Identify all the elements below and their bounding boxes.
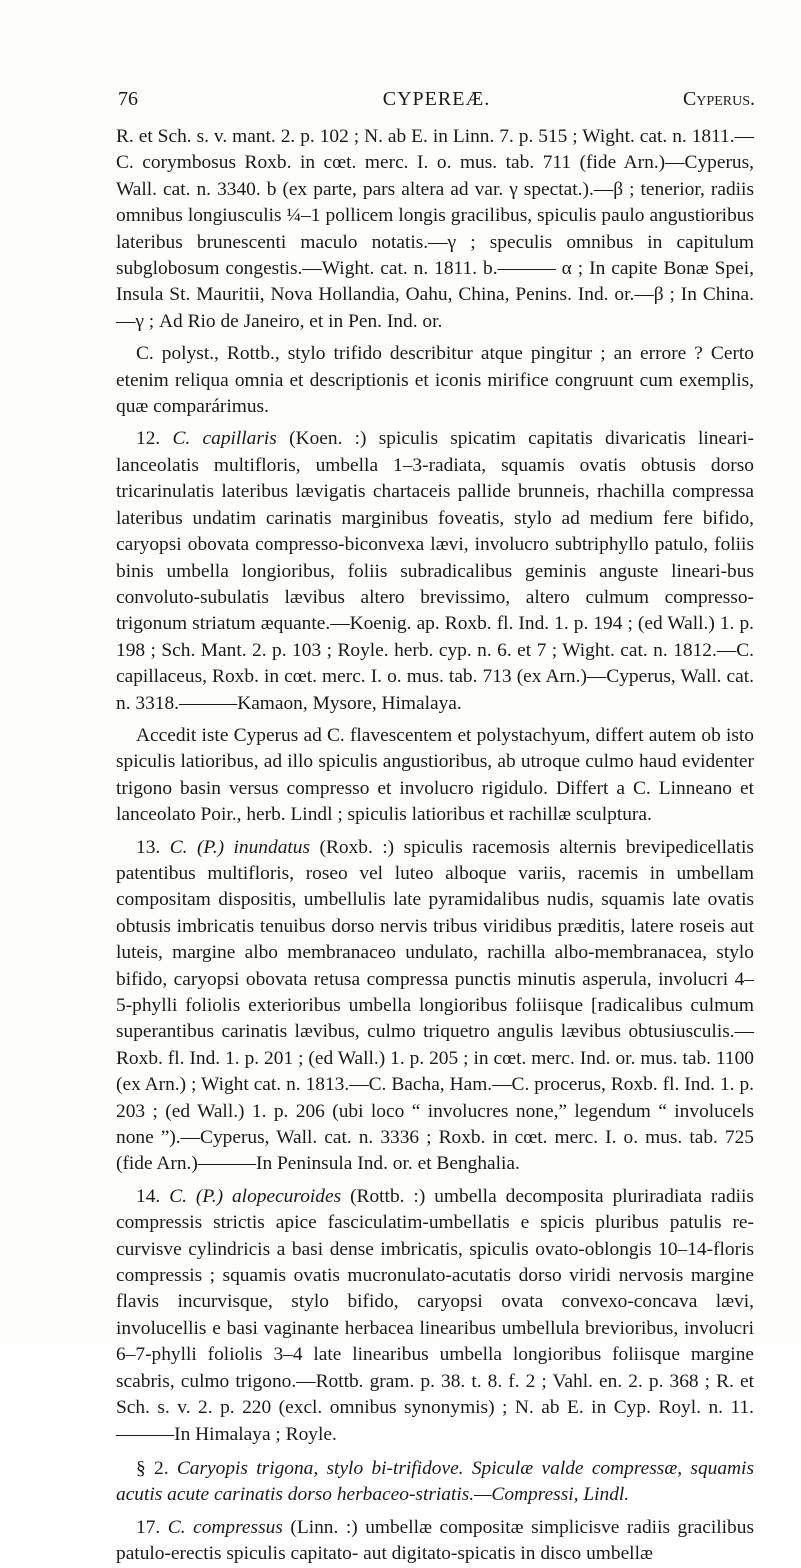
section-description: Caryopis trigona, stylo bi-trifidove. Spiculæ valde compressæ, squamis acutis acute carinatis dorso herbaceo-striatis.—Compressi, Lindl. xyxy=(116,1457,754,1506)
section-heading xyxy=(116,1456,754,1509)
page-number: 76 xyxy=(118,88,138,110)
species-entry-14 xyxy=(116,1184,754,1448)
body-text xyxy=(116,124,754,1568)
entry-number: 12. xyxy=(136,428,161,450)
species-description: (Linn. :) umbellæ compositæ simplicisve radiis gracilibus patulo-erectis spiculis capitato- aut digitato-spicatis in disco umbellæ xyxy=(116,1516,754,1565)
species-name: C. (P.) alopecuroides xyxy=(169,1185,342,1207)
running-title: CYPEREÆ. xyxy=(382,88,491,110)
species-entry-17 xyxy=(116,1515,754,1568)
species-entry-12 xyxy=(116,426,754,716)
entry-number: 17. xyxy=(136,1516,161,1538)
species-description: (Rottb. :) umbella decomposita pluriradiata radiis compressis strictis apice fasciculatim-umbellatis e spicis pluribus patulis re-curvisve cylindricis a basi dense imbricatis, spiculis ovato-oblongis 10–14-floris compressis ; squamis ovatis mucronulato-acutatis dorso viridi nervosis margine flavis incurvisque, stylo bifido, caryopsi ovata convexo-concava lævi, involucellis e basi vaginante herbacea linearibus umbellula brevioribus, involucri 6–7-phylli foliolis 3–4 late linearibus umbella longioribus foliisque margine scabris, culmo trigono.—Rottb. gram. p. 38. t. 8. f. 2 ; Vahl. en. 2. p. 368 ; R. et Sch. s. v. 2. p. 220 (excl. omnibus synonymis) ; N. ab E. in Cyp. Royl. n. 11.———In Himalaya ; Royle. xyxy=(116,1185,754,1445)
species-name: C. (P.) inundatus xyxy=(169,836,311,858)
entry-number: 13. xyxy=(136,836,161,858)
species-entry-13 xyxy=(116,835,754,1178)
running-genus: Cyperus. xyxy=(682,88,755,110)
continuation-note: C. polyst., Rottb., stylo trifido describitur atque pingitur ; an errore ? Certo etenim reliqua omnia et descriptionis et iconis mirifice congruunt cum exemplis, quæ comparárimus. xyxy=(116,343,754,418)
species-name: C. capillaris xyxy=(172,428,277,450)
running-header xyxy=(118,86,755,118)
species-name: C. compressus xyxy=(167,1516,283,1538)
species-description: (Koen. :) spiculis spicatim capitatis divaricatis lineari-lanceolatis multifloris, umbella 1–3-radiata, squamis ovatis obtusis dorso tricarinulatis lateribus lævigatis chartaceis pallide brunneis, rhachilla compressa lateribus undatim carinatis marginibus foveatis, stylo ad medium fere bifido, caryopsi obovata compresso-biconvexa lævi, involucro subtriphyllo patulo, foliis binis umbella longioribus, foliis subradicalibus geminis anguste lineari-bus convoluto-subulatis lævibus altero brevissimo, altero culmum compresso-trigonum striatum æquante.—Koenig. ap. Roxb. fl. Ind. 1. p. 194 ; (ed Wall.) 1. p. 198 ; Sch. Mant. 2. p. 103 ; Royle. herb. cyp. n. 6. et 7 ; Wight. cat. n. 1812.—C. capillaceus, Roxb. in cœt. merc. I. o. mus. tab. 713 (ex Arn.)—Cyperus, Wall. cat. n. 3318.———Kamaon, Mysore, Himalaya. xyxy=(116,428,754,714)
species-remark-12: Accedit iste Cyperus ad C. flavescentem et polystachyum, differt autem ob isto spiculis latioribus, ad illo spiculis angustioribus, ab utroque culmo haud evidenter trigono basin versus compresso et involucro rigidulo. Differt a C. Linneano et lanceolato Poir., herb. Lindl ; spiculis latioribus et rachillæ sculptura. xyxy=(116,724,754,826)
species-description: (Roxb. :) spiculis racemosis alternis brevipedicellatis patentibus multifloris, roseo vel luteo alboque variis, racemis in umbellam compositam dispositis, umbellulis late pyramidalibus nudis, squamis late ovatis obtusis imbricatis tenuibus dorso nervis tribus viridibus præditis, latere roseis aut luteis, margine albo membranaceo undulato, rachilla albo-membranacea, stylo bifido, caryopsi obovata retusa compressa punctis minutis asperula, involucri 4–5-phylli foliolis exterioribus umbella longioribus foliisque [radicalibus culmum superantibus carinatis lævibus, culmo triquetro angulis lævibus obtusiusculis.—Roxb. fl. Ind. 1. p. 201 ; (ed Wall.) 1. p. 205 ; in cœt. merc. Ind. or. mus. tab. 1100 (ex Arn.) ; Wight cat. n. 1813.—C. Bacha, Ham.—C. procerus, Roxb. fl. Ind. 1. p. 203 ; (ed Wall.) 1. p. 206 (ubi loco “ involucres none,” legendum “ involucels none ”).—Cyperus, Wall. cat. n. 3336 ; Roxb. in cœt. merc. I. o. mus. tab. 725 (fide Arn.)———In Peninsula Ind. or. et Benghalia. xyxy=(116,836,754,1175)
entry-number: 14. xyxy=(136,1185,161,1207)
section-label: § 2. xyxy=(136,1457,169,1479)
continuation-paragraph: R. et Sch. s. v. mant. 2. p. 102 ; N. ab E. in Linn. 7. p. 515 ; Wight. cat. n. 1811.—C. corymbosus Roxb. in cœt. merc. I. o. mus. tab. 711 (fide Arn.)—Cyperus, Wall. cat. n. 3340. b (ex parte, pars altera ad var. γ spectat.).—β ; tenerior, radiis omnibus longiusculis ¼–1 pollicem longis gracilibus, spiculis paulo angustioribus lateribus brunescenti maculo notatis.—γ ; speculis omnibus in capitulum subglobosum congestis.—Wight. cat. n. 1811. b.——— α ; In capite Bonæ Spei, Insula St. Mauritii, Nova Hollandia, Oahu, China, Penins. Ind. or.—β ; In China.—γ ; Ad Rio de Janeiro, et in Pen. Ind. or. xyxy=(116,126,754,332)
